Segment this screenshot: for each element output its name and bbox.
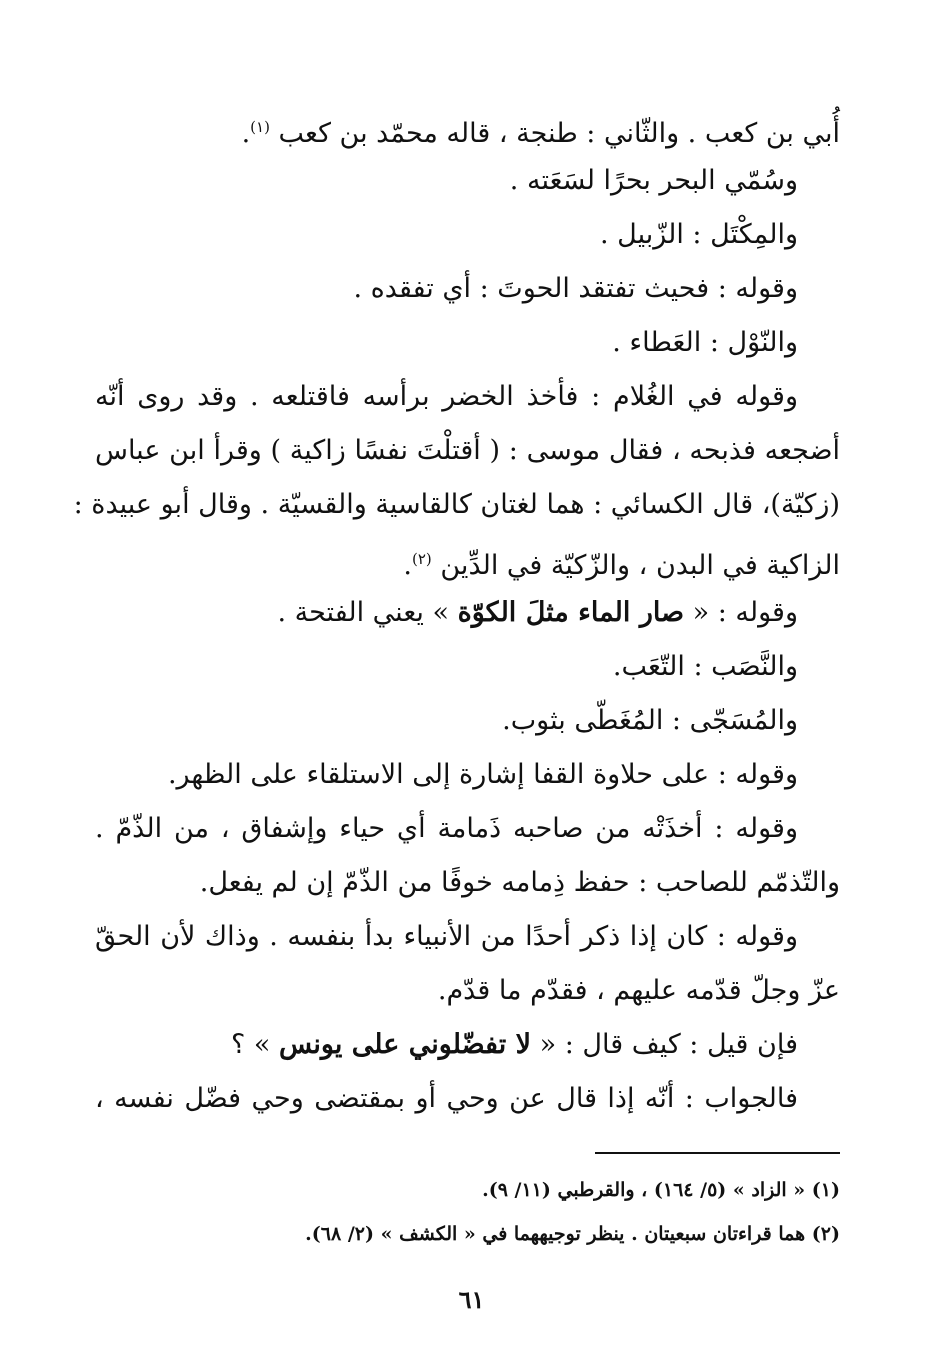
text-line-12: والمُسَجّى : المُغَطّى بثوب. (502, 705, 798, 736)
text-line-6: وقوله في الغُلام : فأخذ الخضر برأسه فاقتلعه . وقد روى أنّه (95, 381, 798, 412)
text-line-2: وسُمّي البحر بحرًا لسَعَته . (509, 165, 798, 196)
text-line-10: وقوله : « صار الماء مثلَ الكوّة » يعني الفتحة . (277, 597, 798, 628)
footnote-1: (١) « الزاد » (٥/ ١٦٤) ، والقرطبي (١١/ ٩). (482, 1179, 840, 1201)
footnote-separator (595, 1152, 840, 1154)
quoted-hadith: صار الماء مثلَ الكوّة (457, 597, 685, 628)
text-line-5: والنّوْل : العَطاء . (612, 327, 798, 358)
text-line-14: وقوله : أخذَتْه من صاحبه ذَمامة أي حياء وإشفاق ، من الذّمّ . (95, 813, 798, 844)
text-line-4: وقوله : فحيث تفتقد الحوتَ : أي تفقده . (353, 273, 798, 304)
page-number: ٦١ (458, 1285, 485, 1314)
text-line-3: والمِكْتَل : الزّبيل . (599, 219, 798, 250)
footnotes (140, 1168, 840, 1256)
footnote-2: (٢) هما قراءتان سبعيتان . ينظر توجيههما في « الكشف » (٢/ ٦٨). (305, 1223, 840, 1245)
text-line-19: فالجواب : أنّه إذا قال عن وحي أو بمقتضى وحي فضّل نفسه ، (95, 1083, 798, 1114)
text-line-13: وقوله : على حلاوة القفا إشارة إلى الاستلقاء على الظهر. (167, 759, 798, 790)
footnote-ref-2[interactable]: (٢) (412, 550, 432, 568)
text-line-8: (زكيّة)، قال الكسائي : هما لغتان كالقاسية والقسيّة . وقال أبو عبيدة : (73, 489, 840, 520)
text-line-7: أضجعه فذبحه ، فقال موسى : ( أقتلْتَ نفسًا زاكية ) وقرأ ابن عباس (95, 435, 840, 466)
text-line-9: الزاكية في البدن ، والزّكيّة في الدِّين $^{(٢)}$. (403, 550, 840, 581)
text-line-11: والنَّصَب : التّعَب. (612, 651, 798, 682)
footnote-ref-1[interactable]: (١) (250, 118, 270, 136)
text-line-18: فإن قيل : كيف قال : « لا تفضّلوني على يونس » ؟ (230, 1029, 798, 1060)
text-line-16: وقوله : كان إذا ذكر أحدًا من الأنبياء بدأ بنفسه . وذاك لأن الحقّ (95, 921, 798, 952)
text-line-17: عزّ وجلّ قدّمه عليهم ، فقدّم ما قدّم. (437, 975, 840, 1006)
quoted-hadith: لا تفضّلوني على يونس (278, 1029, 532, 1060)
text-line-1: أُبي بن كعب . والثّاني : طنجة ، قاله محمّد بن كعب $^{(١)}$. (241, 118, 840, 149)
main-text (73, 100, 840, 1126)
text-line-15: والتّذمّم للصاحب : حفظ ذِمامه خوفًا من الذّمّ إن لم يفعل. (199, 867, 840, 898)
